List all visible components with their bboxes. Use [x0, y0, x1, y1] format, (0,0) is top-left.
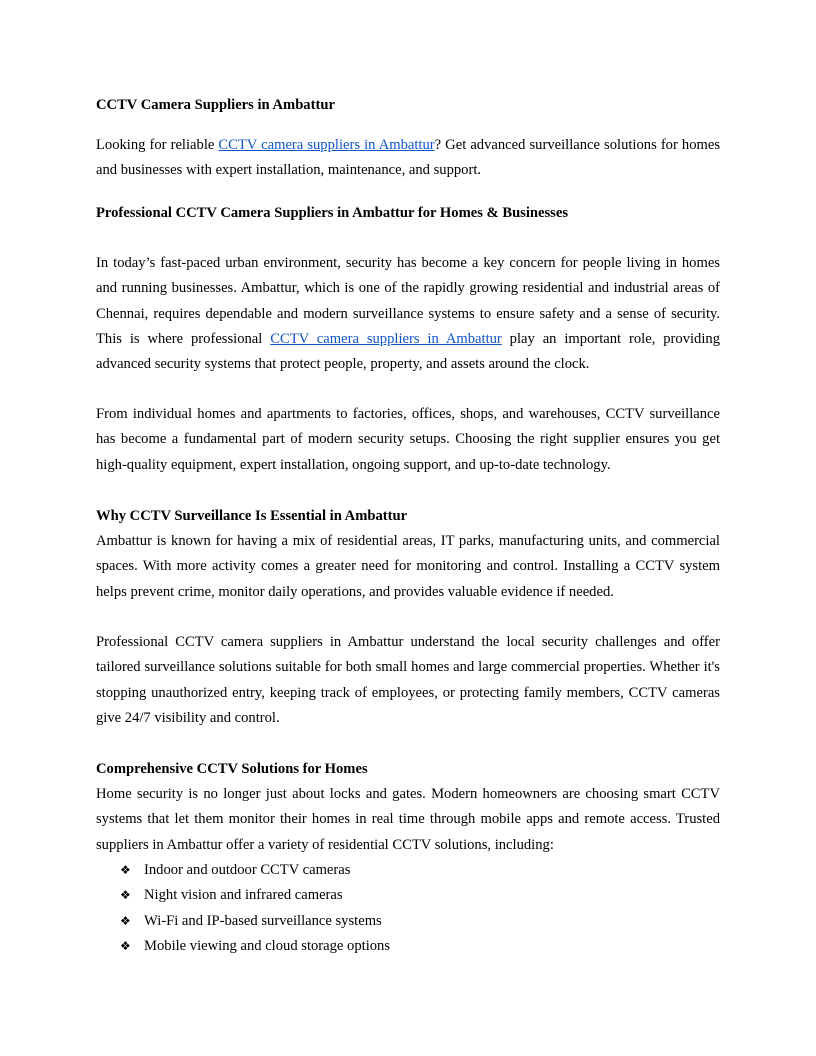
bullet-list [96, 858, 720, 959]
list-item [96, 909, 720, 934]
section-heading: Professional CCTV Camera Suppliers in Ambattur for Homes & Businesses [96, 205, 569, 221]
list-item-text: Indoor and outdoor CCTV cameras [144, 862, 351, 878]
text: Looking for reliable [96, 137, 219, 153]
text: play an important role, providing advanced security systems that protect people, property, and assets around the clock. [96, 330, 720, 373]
list-item-text: Wi-Fi and IP-based surveillance systems [144, 912, 382, 929]
paragraph: Professional CCTV camera suppliers in Ambattur understand the local security challenges and offer tailored surveillance solutions suitable for both small homes and large commercial properties. Whether it's stopping unauthorized entry, keeping track of employees, or protecting family members, CCTV cameras give 24/7 visibility and control. [96, 634, 720, 726]
section-heading: Why CCTV Surveillance Is Essential in Ambattur [96, 508, 408, 524]
list-item [96, 858, 720, 883]
diamond-bullet-icon: ❖ [120, 913, 131, 928]
paragraph: Home security is no longer just about locks and gates. Modern homeowners are choosing smart CCTV systems that let them monitor their homes in real time through mobile apps and remote access. Trusted suppliers in Ambattur offer a variety of residential CCTV solutions, including: [96, 786, 720, 853]
list-item-text: Mobile viewing and cloud storage options [144, 937, 391, 954]
section-heading: Comprehensive CCTV Solutions for Homes [96, 761, 368, 777]
intro-paragraph [96, 133, 720, 184]
diamond-bullet-icon: ❖ [120, 888, 131, 903]
text: ? Get advanced surveillance solutions for homes and businesses with expert installation, maintenance, and support. [96, 137, 721, 179]
page-title: CCTV Camera Suppliers in Ambattur [96, 97, 335, 113]
list-item-text: Night vision and infrared cameras [144, 887, 343, 904]
suppliers-link[interactable]: CCTV camera suppliers in Ambattur [270, 330, 502, 347]
paragraph: Ambattur is known for having a mix of residential areas, IT parks, manufacturing units, and commercial spaces. With more activity comes a greater need for monitoring and control. Installing a CCTV system helps prevent crime, monitor daily operations, and provides valuable evidence if needed. [96, 533, 720, 600]
diamond-bullet-icon: ❖ [120, 863, 131, 877]
suppliers-link[interactable]: CCTV camera suppliers in Ambattur [218, 137, 435, 153]
paragraph: From individual homes and apartments to factories, offices, shops, and warehouses, CCTV surveillance has become a fundamental part of modern security setups. Choosing the right supplier ensures you get high-quality equipment, expert installation, ongoing support, and up-to-date technology. [96, 406, 720, 473]
list-item [96, 883, 720, 908]
diamond-bullet-icon: ❖ [120, 938, 131, 953]
paragraph [96, 251, 720, 377]
text: In today’s fast-paced urban environment, security has become a key concern for people living in homes and running businesses. Ambattur, which is one of the rapidly growing residential and industrial areas of Chennai, requires dependable and modern surveillance systems to ensure safety and a sense of security. This is where professional [96, 255, 720, 347]
list-item [96, 934, 720, 959]
